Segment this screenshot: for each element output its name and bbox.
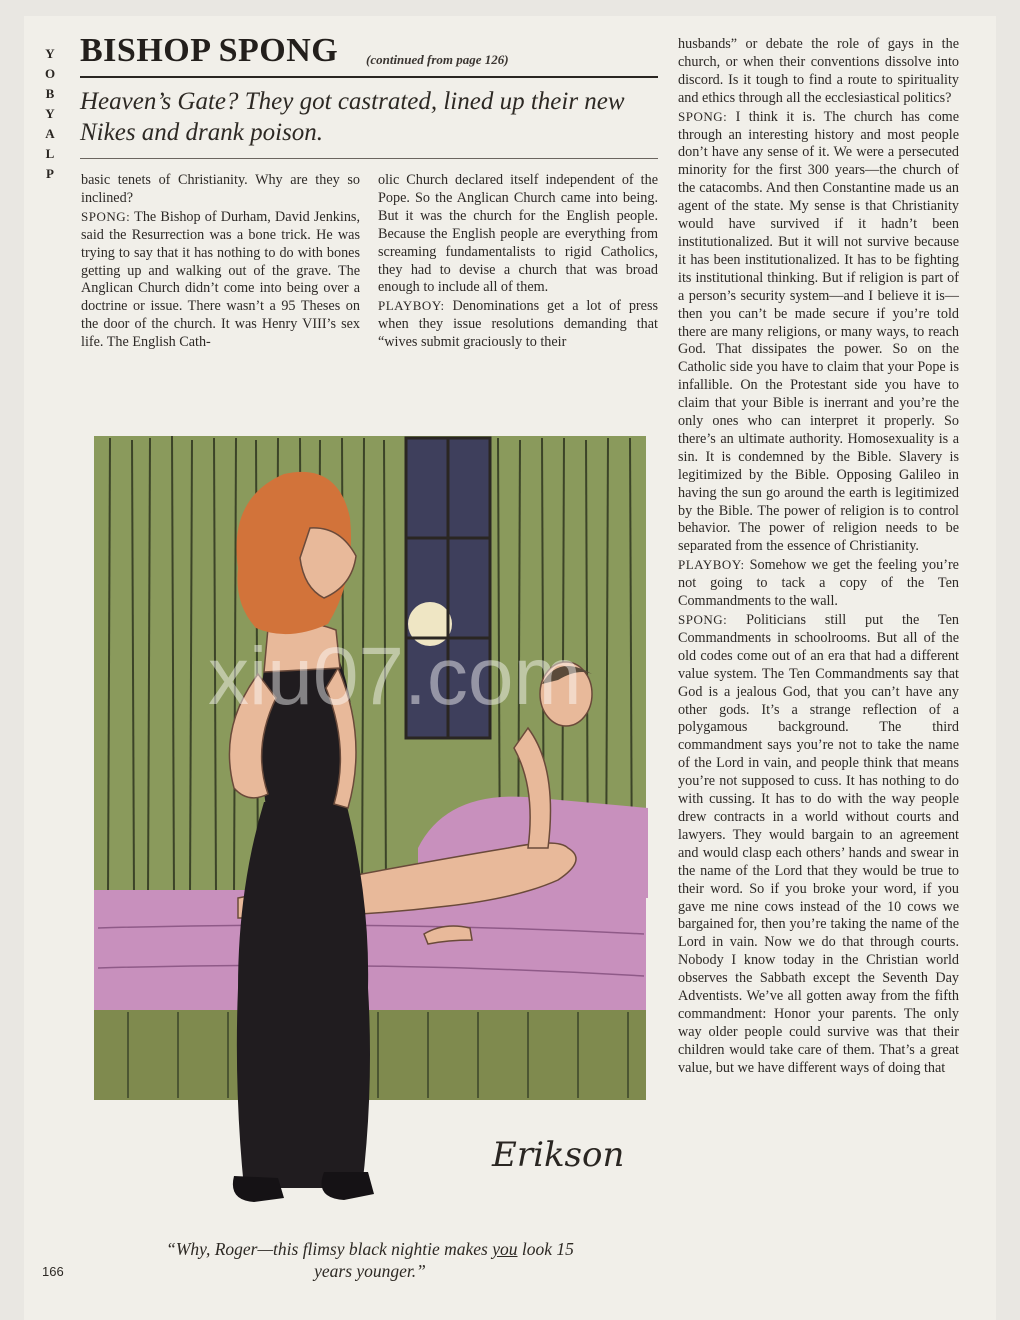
paragraph: PLAYBOY: Denominations get a lot of press when they issue resolutions demanding that “wives submit graciously to their — [378, 298, 658, 351]
speaker-label: SPONG: — [81, 208, 131, 224]
paragraph: olic Church declared itself independent of the Pope. So the Anglican Church came into being. But it was the church for the English people. Because the English people are everything from screaming fundamentalists to rigid Catholics, they had to devise a church that was broad enough to include all of them. — [378, 172, 658, 296]
text-column-3 — [678, 36, 959, 1078]
page-number: 166 — [42, 1264, 64, 1279]
woman-legs-and-gown — [237, 802, 370, 1188]
pull-quote: Heaven’s Gate? They got castrated, lined up their new Nikes and drank poison. — [80, 88, 625, 146]
cartoon-caption: “Why, Roger—this flimsy black nightie makes you look 15 years younger.” — [166, 1239, 574, 1281]
watermark: xiu07.com — [208, 631, 582, 722]
cartoon-illustration — [88, 428, 652, 1220]
paragraph: SPONG: The Bishop of Durham, David Jenkins, said the Resurrection was a bone trick. He was trying to say that it has nothing to do with bones getting up and walking out of the grave. The Anglican Church didn’t come into being over a doctrine or issue. There wasn’t a 95 Theses on the door of the church. It was Henry VIII’s sex life. The English Cath- — [81, 208, 360, 351]
speaker-label: SPONG: — [678, 612, 728, 627]
text-column-2 — [378, 172, 658, 352]
divider — [80, 158, 658, 159]
paragraph: basic tenets of Christianity. Why are they so inclined? — [81, 172, 360, 206]
caption-emphasis: you — [492, 1239, 518, 1259]
paragraph: SPONG: Politicians still put the Ten Commandments in schoolrooms. But all of the old codes come out of an era that had a different value system. The Ten Commandments say that God is a jealous God, that you can’t have any other gods. It’s a strange reflection of a polygamous background. The third commandment says you’re not to take the name of the Lord in vain, and people think that means you’re not supposed to cuss. It has nothing to do with cussing. It has to do with the way people drew contracts in a world without courts and lawyers. They would bargain to an agreement and would clasp each others’ hands and swear in the name of the Lord that they would be true to their word. So if you broke your word, if you gave me nine cows instead of the 10 cows we bargained for, then you’re taking the name of the Lord in vain. Now we do that through courts. Nobody I know today in the Christian world observes the Sabbath except the Seventh Day Adventists. We’ve all gotten away from the fifth commandment: Honor your parents. The only way older people could survive was that their children would take care of them. That’s a great value, but we have different ways of doing that — [678, 612, 959, 1076]
playboy-vertical-masthead: Y O B Y A L P — [44, 46, 56, 181]
paragraph: PLAYBOY: Somehow we get the feeling you’re not going to tack a copy of the Ten Commandments to the wall. — [678, 557, 959, 610]
continued-from-note: (continued from page 126) — [366, 52, 509, 67]
paragraph: SPONG: I think it is. The church has come through an interesting history and most people don’t have any sense of it. We were a persecuted minority for the first 300 years—the church of the catacombs. And then Constantine made us an agent of the state. My sense is that Christianity would have survived if it hadn’t been institutionalized. But it will not survive because it has been institutionalized. It has to be fighting its institutional thinking. But if religion is part of a person’s security system—and I believe it is—then you can’t be made secure if you’re told there are many religions, or many ways, to reach God. That dissipates the power. So on the Catholic side you have to claim that your Pope is infallible. On the Protestant side you have to claim that your Bible is inerrant and you’re the only ones who can interpret it properly. So there’s an ultimate authority. Homosexuality is a sin. It is condemned by the Bible. Slavery is legitimized by the Bible. Opposing Galileo in having the sun go around the earth is legitimized by the Bible. The power of religion is to control behavior. The power of religion needs to be separated from the essence of Christianity. — [678, 108, 959, 555]
text-column-1 — [81, 172, 360, 352]
article-title: BISHOP SPONG — [80, 32, 339, 69]
speaker-label: PLAYBOY: — [678, 557, 745, 573]
artist-signature: Erikson — [492, 1135, 625, 1175]
speaker-label: SPONG: — [678, 108, 728, 124]
paragraph: husbands” or debate the role of gays in the church, or when their conventions dissolve into discord. Is it tough to find a route to spirituality and ethics through all the ecclesiastical politics? — [678, 36, 959, 106]
speaker-label: PLAYBOY: — [378, 298, 445, 314]
article-header — [80, 30, 658, 78]
